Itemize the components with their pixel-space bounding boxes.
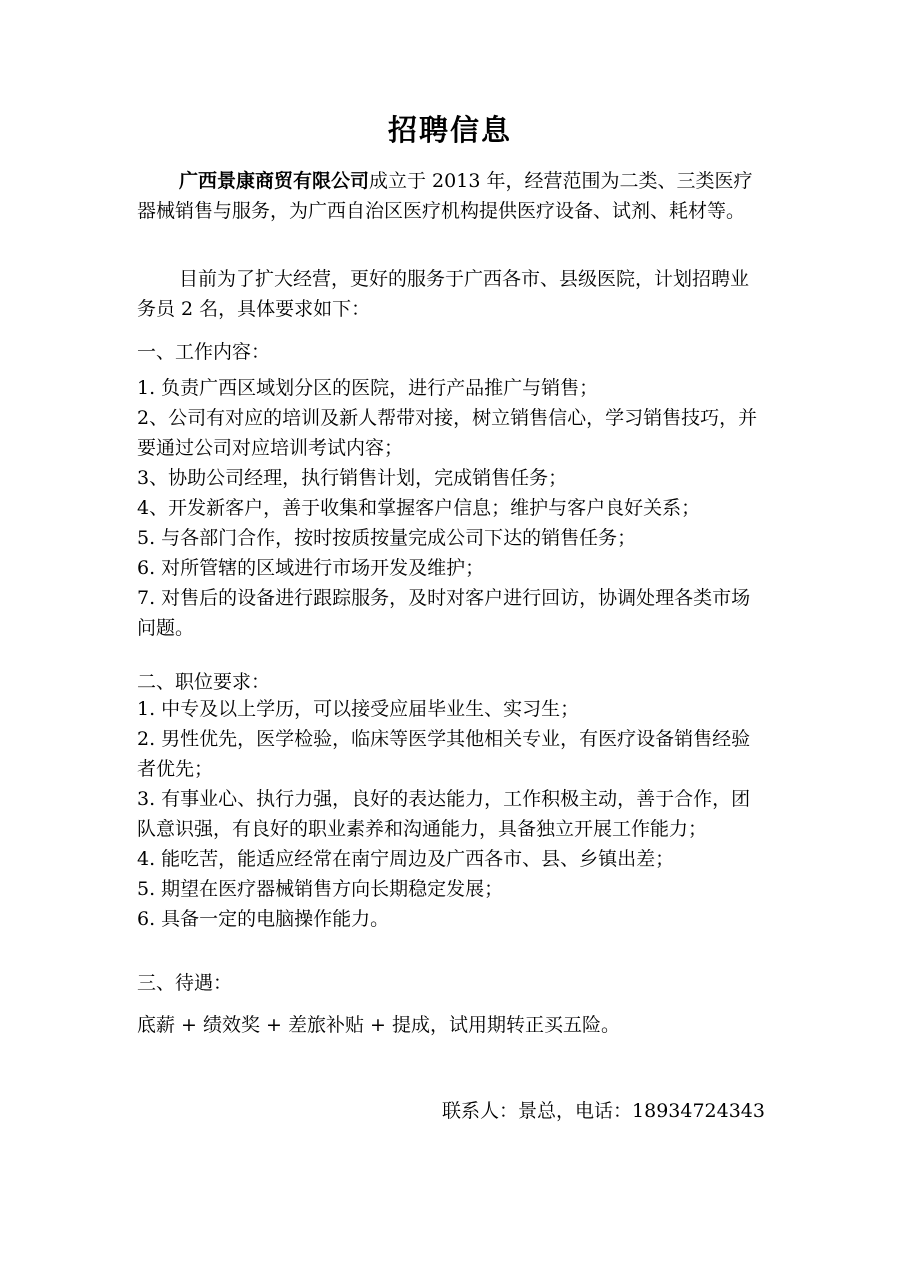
list-item: 5. 期望在医疗器械销售方向长期稳定发展；: [137, 878, 504, 900]
duties-list: [137, 373, 767, 643]
list-item: 2. 男性优先，医学检验，临床等医学其他相关专业，有医疗设备销售经验者优先；: [137, 728, 751, 780]
company-name: 广西景康商贸有限公司: [179, 170, 370, 192]
list-item: 1. 负责广西区域划分区的医院，进行产品推广与销售；: [137, 377, 599, 399]
list-item: 4、开发新客户，善于收集和掌握客户信息；维护与客户良好关系；: [137, 497, 701, 519]
list-item: 1. 中专及以上学历，可以接受应届毕业生、实习生；: [137, 698, 580, 720]
section-heading-benefits: 三、待遇：: [137, 972, 233, 994]
list-item: 5. 与各部门合作，按时按质按量完成公司下达的销售任务；: [137, 527, 637, 549]
page-title: 招聘信息: [387, 113, 512, 147]
list-item: 6. 具备一定的电脑操作能力。: [137, 908, 390, 930]
section-heading-requirements: 二、职位要求：: [137, 671, 271, 693]
list-item: 2、公司有对应的培训及新人帮带对接，树立销售信心，学习销售技巧，并要通过公司对应培训考试内容；: [137, 407, 758, 459]
list-item: 4. 能吃苦，能适应经常在南宁周边及广西各市、县、乡镇出差；: [137, 848, 675, 870]
requirements-list: [137, 694, 767, 934]
section-heading-duties: 一、工作内容：: [137, 341, 271, 363]
list-item: 3. 有事业心、执行力强，良好的表达能力，工作积极主动，善于合作，团队意识强，有良好的职业素养和沟通能力，具备独立开展工作能力；: [137, 788, 751, 840]
plan-paragraph: 目前为了扩大经营，更好的服务于广西各市、县级医院，计划招聘业务员 2 名，具体要求如下：: [137, 268, 750, 320]
intro-text: 成立于 2013 年，经营范围为二类、三类医疗器械销售与服务，为广西自治区医疗机构提供医疗设备、试剂、耗材等。: [137, 170, 753, 222]
benefits-text: 底薪 + 绩效奖 + 差旅补贴 + 提成，试用期转正买五险。: [137, 1014, 620, 1036]
list-item: 3、协助公司经理，执行销售计划，完成销售任务；: [137, 467, 568, 489]
list-item: 6. 对所管辖的区域进行市场开发及维护；: [137, 557, 485, 579]
list-item: 7. 对售后的设备进行跟踪服务，及时对客户进行回访，协调处理各类市场问题。: [137, 587, 751, 639]
intro-paragraph: [137, 166, 767, 226]
contact-info: 联系人：景总，电话：18934724343: [442, 1100, 765, 1122]
